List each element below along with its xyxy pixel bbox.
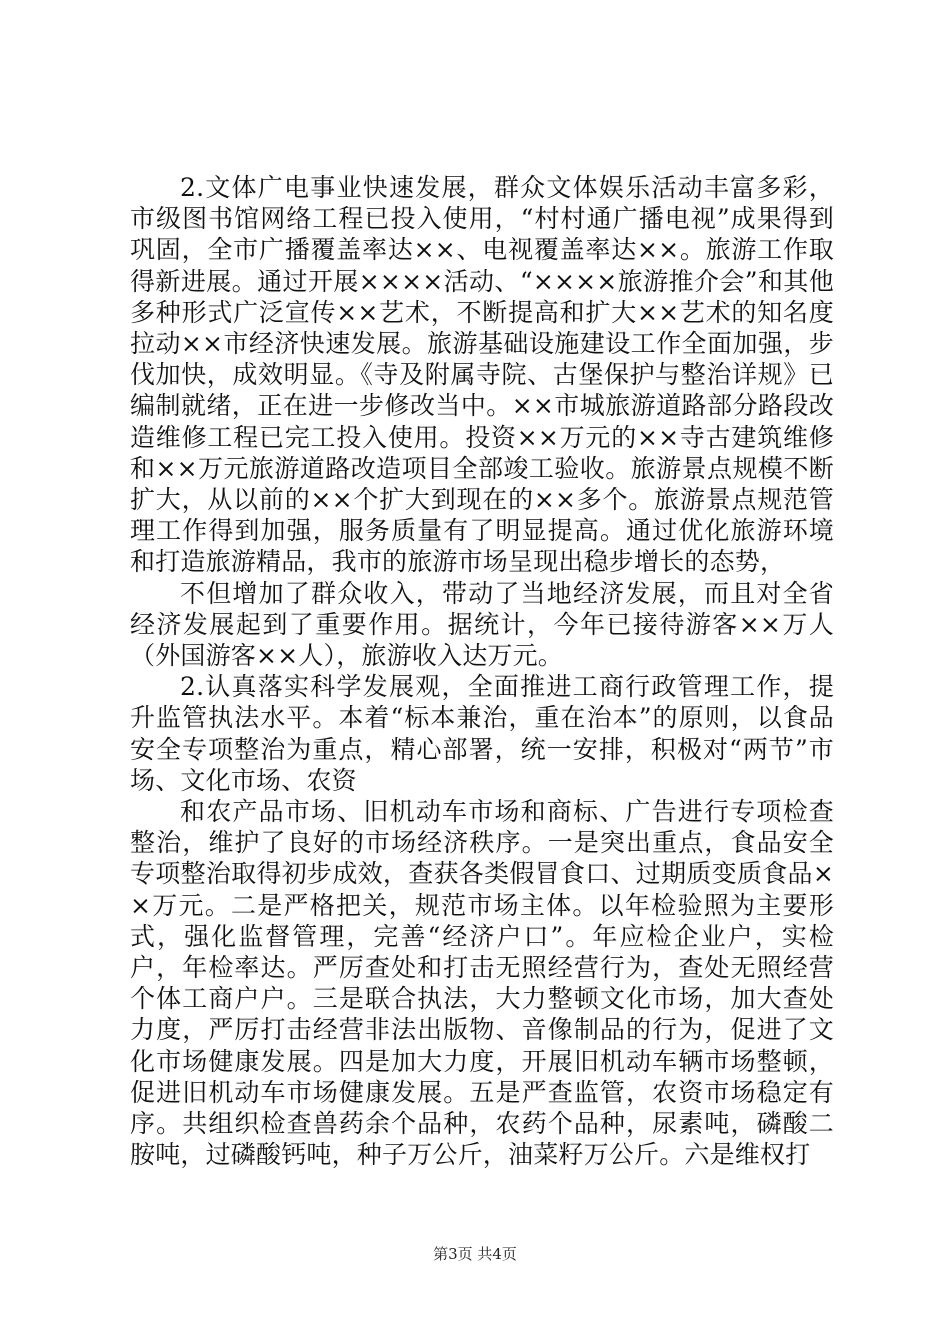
paragraph-culture-tourism: 2.文体广电事业快速发展，群众文体娱乐活动丰富多彩，市级图书馆网络工程已投入使用，“村村通广播电视”成果得到巩固，全市广播覆盖率达××、电视覆盖率达××。旅游工作取得新进展。通过开展××××活动、“××××旅游推介会”和其他多种形式广泛宣传××艺术，不断提高和扩大××艺术的知名度拉动××市经济快速发展。旅游基础设施建设工作全面加强，步伐加快，成效明显。《寺及附属寺院、古堡保护与整治详规》已编制就绪，正在进一步修改当中。××市城旅游道路部分路段改造维修工程已完工投入使用。投资××万元的××寺古建筑维修和××万元旅游道路改造项目全部竣工验收。旅游景点规模不断扩大，从以前的××个扩大到现在的××多个。旅游景点规范管理工作得到加强，服务质量有了明显提高。通过优化旅游环境和打造旅游精品，我市的旅游市场呈现出稳步增长的态势， [130,173,834,577]
page-footer: 第3页 共4页 [433,1245,517,1263]
paragraph-market-inspection: 和农产品市场、旧机动车市场和商标、广告进行专项检查整治，维护了良好的市场经济秩序。一是突出重点，食品安全专项整治取得初步成效，查获各类假冒食口、过期质变质食品××万元。二是严格把关，规范市场主体。以年检验照为主要形式，强化监督管理，完善“经济户口”。年应检企业户，实检户，年检率达。严厉查处和打击无照经营行为，查处无照经营个体工商户户。三是联合执法，大力整顿文化市场，加大查处力度，严厉打击经营非法出版物、音像制品的行为，促进了文化市场健康发展。四是加大力度，开展旧机动车辆市场整顿，促进旧机动车市场健康发展。五是严查监管，农资市场稳定有序。共组织检查兽药余个品种，农药个品种，尿素吨，磷酸二胺吨，过磷酸钙吨，种子万公斤，油菜籽万公斤。六是维权打 [130,797,834,1170]
document-body [130,172,834,1171]
paragraph-business-administration: 2.认真落实科学发展观，全面推进工商行政管理工作，提升监管执法水平。本着“标本兼治，重在治本”的原则，以食品安全专项整治为重点，精心部署，统一安排，积极对“两节”市场、文化市场、农资 [130,672,834,795]
paragraph-tourism-income: 不但增加了群众收入，带动了当地经济发展，而且对全省经济发展起到了重要作用。据统计，今年已接待游客××万人（外国游客××人），旅游收入达万元。 [130,578,834,671]
